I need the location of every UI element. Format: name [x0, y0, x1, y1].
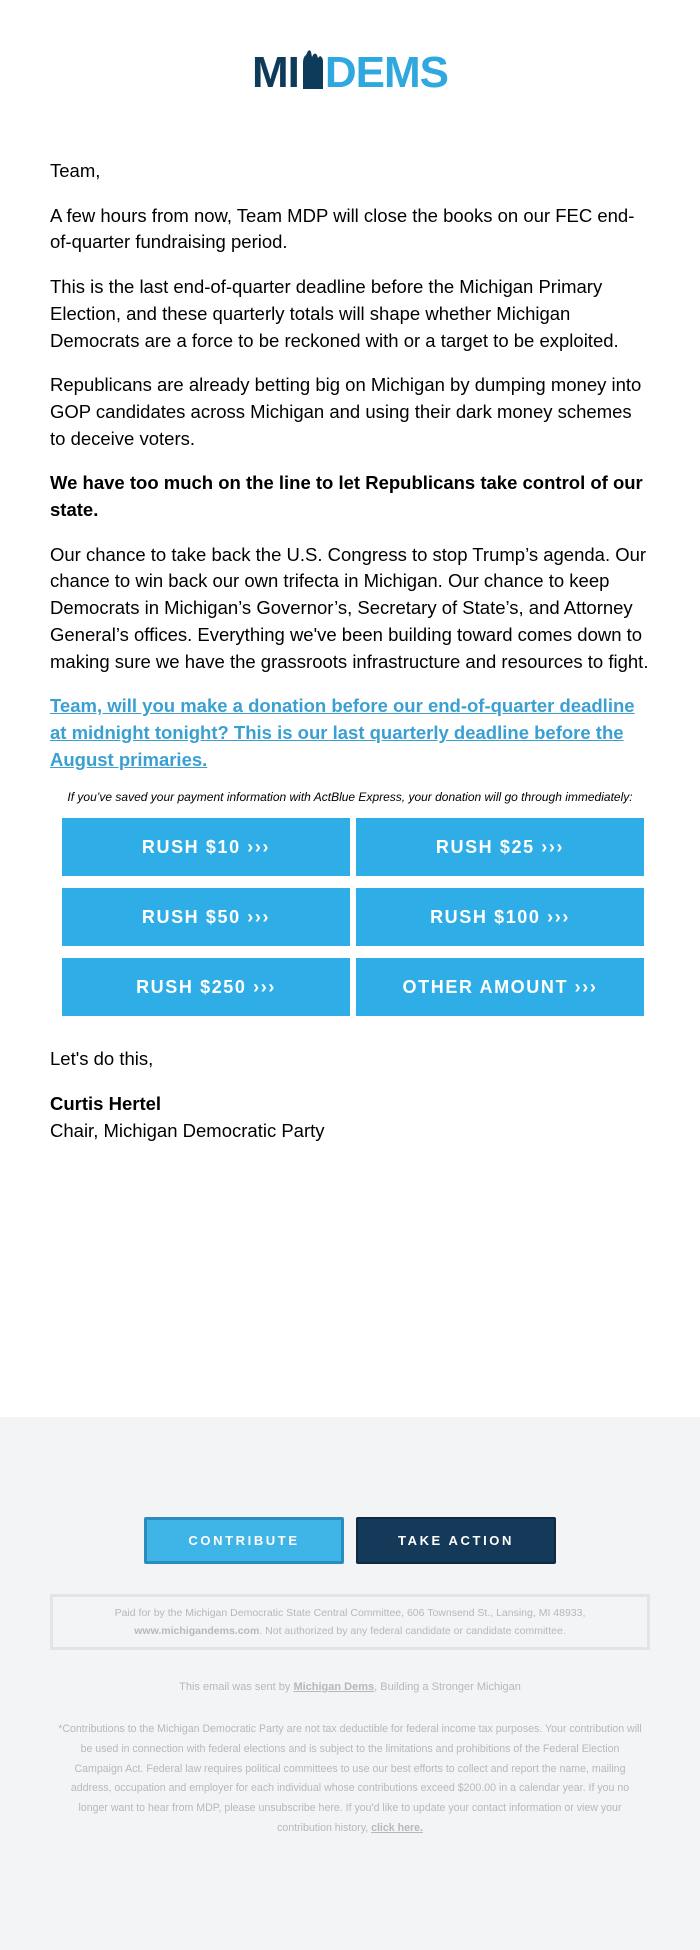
michigan-dems-link[interactable]: Michigan Dems: [293, 1681, 375, 1693]
rush-50-button[interactable]: RUSH $50 ›››: [62, 888, 350, 946]
legal-disclaimer: [55, 1720, 645, 1839]
logo-dems-text: DEMS: [324, 48, 448, 97]
sent-suffix: , Building a Stronger Michigan: [374, 1681, 521, 1693]
paid-for-text: Paid for by the Michigan Democratic State Central Committee, 606 Townsend St., Lansing, MI 48933,: [114, 1607, 586, 1619]
paid-for-site: www.michigandems.com: [134, 1625, 260, 1637]
rush-100-button[interactable]: RUSH $100 ›››: [356, 888, 644, 946]
sent-by-line: [0, 1681, 700, 1693]
paragraph-deadline: A few hours from now, Team MDP will close the books on our FEC end-of-quarter fundraising period.: [50, 204, 635, 253]
donation-button-grid: [62, 818, 650, 1016]
mi-dems-logo[interactable]: [0, 48, 700, 100]
paragraph-on-the-line: We have too much on the line to let Republicans take control of our state.: [50, 472, 643, 521]
rush-250-button[interactable]: RUSH $250 ›››: [62, 958, 350, 1016]
signoff: [50, 1046, 650, 1144]
email-body: [50, 158, 650, 1144]
footer: [0, 1417, 700, 1950]
sent-prefix: This email was sent by: [179, 1681, 294, 1693]
paragraph-primary: This is the last end-of-quarter deadline before the Michigan Primary Election, and these quarterly totals will shape whether Michigan Democrats are a force to be reckoned with or a target to be exploited.: [50, 276, 619, 351]
paragraph-republicans: Republicans are already betting big on Michigan by dumping money into GOP candidates across Michigan and using their dark money schemes to deceive voters.: [50, 374, 642, 449]
closing-line: Let's do this,: [50, 1048, 154, 1070]
signer-name: Curtis Hertel: [50, 1093, 162, 1115]
footer-buttons: [144, 1517, 556, 1564]
legal-text: *Contributions to the Michigan Democratic Party are not tax deductible for federal income tax purposes. Your contribution will be used in connection with federal elections and is subject to the limitations and prohibitions of the Federal Election Campaign Act. Federal law requires political committees to use our best efforts to collect and report the name, mailing address, occupation and employer for each individual whose contributions exceed $200.00 in a calendar year. If you no longer want to hear from MDP, please unsubscribe here. If you'd like to update your contact information or view your contribution history,: [58, 1723, 642, 1834]
logo-mi-text: MI: [251, 48, 299, 97]
contribution-history-link[interactable]: click here.: [371, 1821, 423, 1834]
paid-for-disclaimer: [50, 1594, 650, 1650]
donation-cta-link[interactable]: Team, will you make a donation before our end-of-quarter deadline at midnight tonight? This is our last quarterly deadline before the August primaries.: [50, 695, 635, 770]
contribute-button[interactable]: CONTRIBUTE: [144, 1517, 344, 1564]
paragraph-stakes: Our chance to take back the U.S. Congress to stop Trump’s agenda. Our chance to win back our own trifecta in Michigan. Our chance to keep Democrats in Michigan’s Governor’s, Secretary of State’s, and Attorney General’s offices. Everything we've been building toward comes down to making sure we have the grassroots infrastructure and resources to fight.: [50, 543, 649, 672]
take-action-button[interactable]: TAKE ACTION: [356, 1517, 556, 1564]
actblue-express-note: If you’ve saved your payment information with ActBlue Express, your donation will go through immediately:: [67, 790, 633, 805]
michigan-mitten-icon: [299, 49, 325, 94]
paid-for-rest: . Not authorized by any federal candidate or candidate committee.: [259, 1625, 566, 1637]
rush-25-button[interactable]: RUSH $25 ›››: [356, 818, 644, 876]
greeting: Team,: [50, 160, 101, 181]
signer-title: Chair, Michigan Democratic Party: [50, 1119, 325, 1141]
rush-10-button[interactable]: RUSH $10 ›››: [62, 818, 350, 876]
other-amount-button[interactable]: OTHER AMOUNT ›››: [356, 958, 644, 1016]
